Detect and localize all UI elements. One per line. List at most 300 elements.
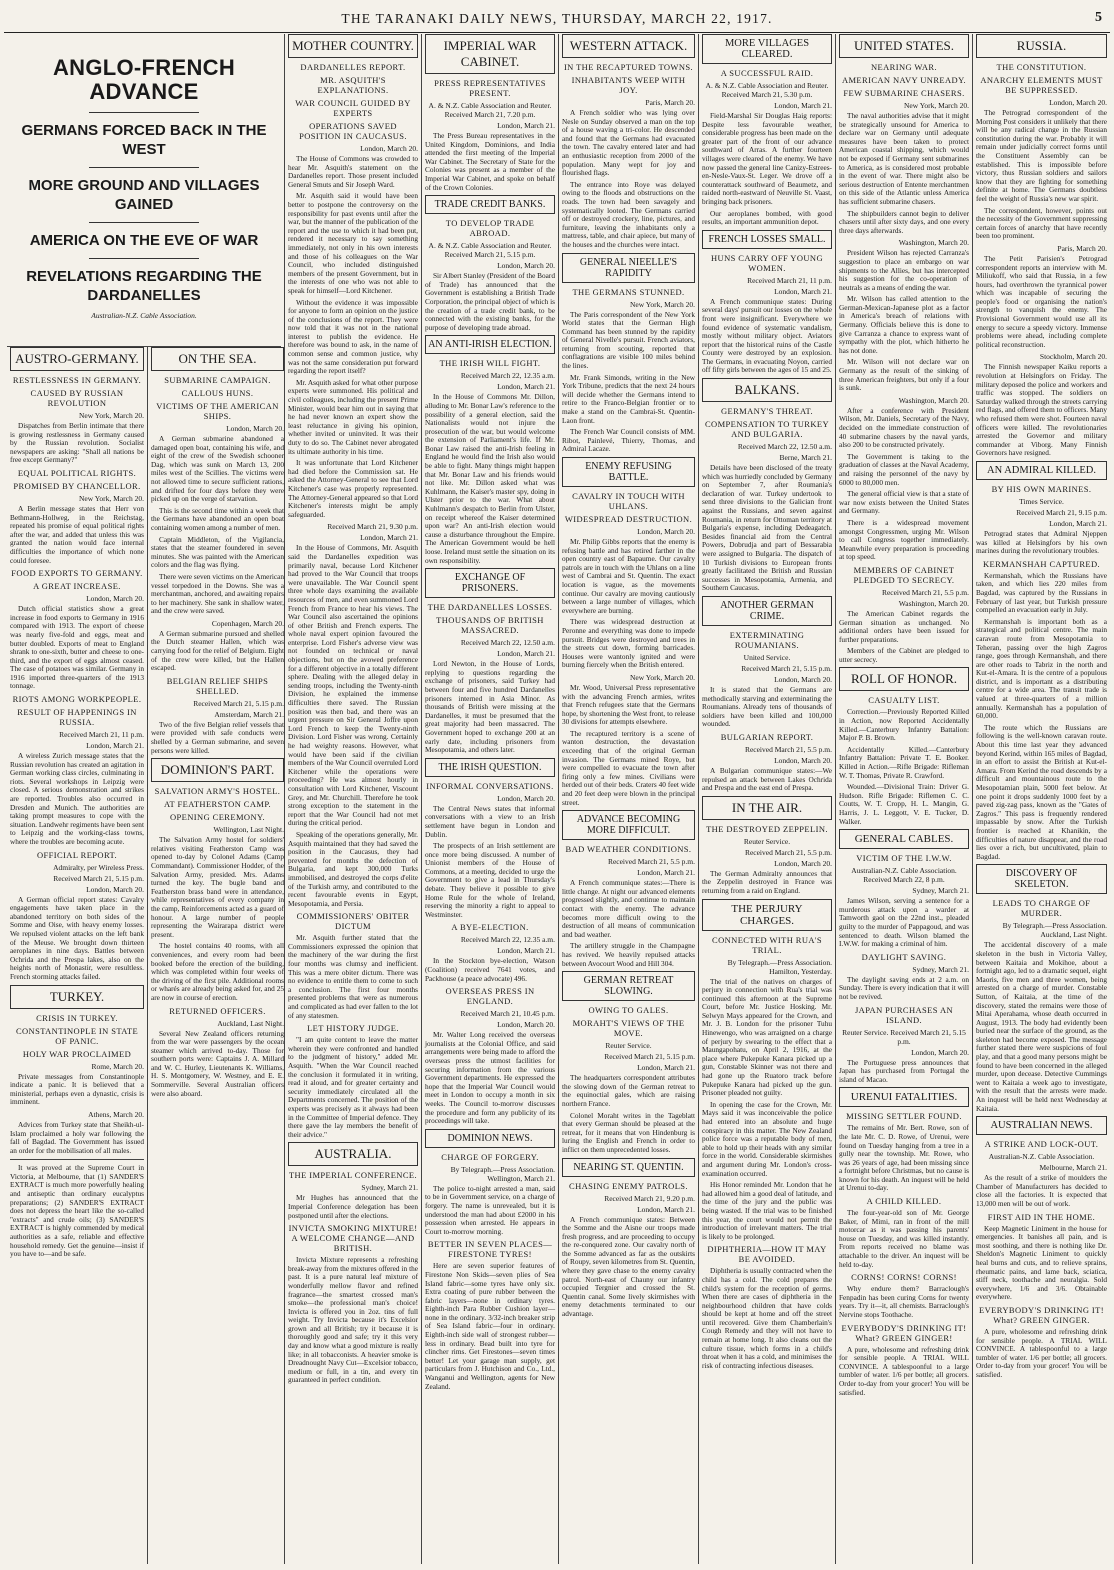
column-imperial-war-cabinet bbox=[421, 34, 558, 1564]
paragraph: The artillery struggle in the Champagne has revived. We heavily repulsed attacks between Avocourt Wood and Hill 304. bbox=[562, 941, 695, 968]
subheadline: CALLOUS HUNS. bbox=[181, 388, 254, 398]
headline: AN ADMIRAL KILLED. bbox=[976, 461, 1107, 480]
headline: RETURNED OFFICERS. bbox=[169, 1005, 266, 1016]
headline: DARDANELLES REPORT. bbox=[300, 62, 406, 72]
dateline: Received March 22, 12.50 a.m. bbox=[737, 442, 832, 452]
dateline: Received March 21, 9.20 p.m. bbox=[604, 1193, 695, 1203]
dateline: By Telegraph.—Press Association. Auckland, Last Night. bbox=[1002, 921, 1107, 940]
dateline: A. & N.Z. Cable Association and Reuter. Received March 21, 5.30 p.m. bbox=[705, 81, 829, 99]
section-austro-germany: AUSTRO-GERMANY. bbox=[10, 347, 144, 371]
dateline: London, March 20. bbox=[86, 884, 144, 894]
headline: EQUAL POLITICAL RIGHTS. bbox=[17, 467, 137, 478]
dateline: London, March 20. bbox=[774, 858, 832, 868]
paragraph: The recaptured territory is a scene of wanton destruction, the devastation exceeding that of the original German invasion. The Germans mined Roye, but were compelled to evacuate the town after firing only a few mines. Civilians were herded out of their beds. Craters 40 feet wide and 20 feet deep were blown in the principal street. bbox=[562, 728, 695, 807]
headline: OVERSEAS PRESS IN ENGLAND. bbox=[445, 986, 535, 1007]
section-mother-country: MOTHER COUNTRY. bbox=[288, 34, 418, 58]
paragraph: The daylight saving ends at 2 a.m. on Sunday. There is every indication that it will not be revived. bbox=[839, 974, 969, 1001]
headline: RIOTS AMONG WORKPEOPLE. bbox=[12, 694, 142, 705]
dateline: Melbourne, March 21. bbox=[1039, 1163, 1107, 1173]
paragraph: Details have been disclosed of the treaty which was hurriedly concluded by Germany on September 7, after Roumania's declaration of war. Turkey undertook to send three divisions to the Galician front against the Russians, and seven against Roumania, in return for Ottoman territory at Bulgaria's expense, including Dedeagatch. Besides financial aid from the Central Powers, Dobrudja and part of Bessarabia were assigned to Bulgaria. The dispatch of 10 Turkish divisions to European fronts greatly facilitated the British and Russian successes in Mesopotamia, Armenia, and Southern Caucasus. bbox=[702, 463, 832, 593]
dateline: Received March 21, 5.5 p.m. bbox=[881, 587, 969, 597]
paragraph: Mr. Philip Gibbs reports that the enemy is refusing battle and has retired farther in the open country east of Bapaume. Our cavalry patrols are in touch with the Uhlans on a line west of Cambrai and St. Quentin. The exact location is vague, as the movements continue. Our cavalry are moving cautiously between a large number of villages, which everywhere are burning. bbox=[562, 537, 695, 615]
dateline: United Service. bbox=[743, 652, 791, 662]
dateline: London, March 21. bbox=[497, 382, 555, 392]
headline: BULGARIAN REPORT. bbox=[720, 731, 814, 742]
headline: A CHILD KILLED. bbox=[866, 1196, 942, 1207]
paragraph: Sir Albert Stanley (President of the Board of Trade) has announced that the Government is establishing a British Trade Corporation, the principal object of which is the creation of a trade credit bank, to be connected with the existing banks, for the purpose of developing trade abroad. bbox=[425, 271, 555, 332]
subheadline: EXTERMINATING ROUMANIANS. bbox=[729, 629, 805, 650]
paragraph: The Paris correspondent of the New York World states that the German High Command has been stunned by the rapidity of General Nivelle's pursuit. French aviators, returning from scouting, reported that conflagrations are visible 100 miles behind the lines. bbox=[562, 309, 695, 371]
advertisement-sanders-extract: It was proved at the Supreme Court in Victoria, at Melbourne, that (1) SANDER'S EXTRACT is much more powerfully healing and antiseptic than ordinary eucalyptus preparations; (2) SANDER'S EXTRACT does not depress the heart like the so-called "extracts" and crude oils; (3) SANDER'S EXTRACT is highly commended by medical authorities as a safe, reliable and effective household remedy. Get the genuine—insist if you have to—and be safe. bbox=[10, 1163, 144, 1259]
dateline: New York, March 20. bbox=[630, 672, 695, 682]
dateline: Received March 21, 11 p.m. bbox=[59, 730, 144, 740]
masthead bbox=[4, 6, 1110, 33]
headline: CASUALTY LIST. bbox=[868, 695, 940, 706]
headline: LEADS TO CHARGE OF MURDER. bbox=[992, 898, 1091, 919]
headline: SUBMARINE CAMPAIGN. bbox=[164, 375, 271, 385]
headline: THE CONSTITUTION. bbox=[996, 62, 1087, 72]
subheadline: CHARGE OF FORGERY. bbox=[441, 1151, 539, 1162]
paragraph: Mr. Wilson will not declare war on Germany as the result of the sinking of three American freighters, but only if a four is sunk. bbox=[839, 357, 969, 393]
paragraph: In opening the case for the Crown, Mr. Mays said it was inconceivable the police had entered into an absolute and huge conspiracy in this matter. The New Zealand police force was a reputable body of men, able to hold up their heads with any similar force in the world. Considerable skirmishes and argument during Mr. London's cross-examination occurred. bbox=[702, 1099, 832, 1178]
headline: GERMANY'S THREAT. bbox=[720, 406, 814, 417]
headline: KERMANSHAH CAPTURED. bbox=[982, 558, 1101, 569]
paragraph: Advices from Turkey state that Sheikh-ul-Islam proclaimed a holy war following the fall of Bagdad. The Government has issued an order for the mobilisation of all males. bbox=[10, 1119, 144, 1155]
advertisement-invicta: Invicta Mixture represents a refreshing break-away from the mixtures offered in the past. It is a pure natural leaf mixture of wonderfully mellow flavor and refined fragrance—the smartest crossed man's smoke—the professional man's choice! Invicta is offered you in 2oz. tins of full weight. Try Invicta because it's Excelsior grown and all British; try it because it is thoroughly good and safe; try it this very day and know what a good mixture is really like; in all tobacconists. A heavier smoke is Dreadnought Navy Cut—Excelsior tobacco, medium or full, in a tin, and every tin guaranteed in perfect condition. bbox=[288, 1255, 418, 1385]
dateline: By Telegraph.—Press Association. Wellington, March 21. bbox=[450, 1164, 555, 1183]
paragraph: Colonel Moraht writes in the Tageblatt that every German should be pleased at the retreat, for it means that von Hindenburg is luring the English and French in order to inflict on them unprecedented losses. bbox=[562, 1110, 695, 1154]
paragraph: Our aeroplanes bombed, with good results, an important ammunition depot. bbox=[702, 208, 832, 227]
paragraph: Captain Middleton, of the Vigilancia, states that the steamer foundered in seven minutes. She was painted with the American colors and the flag was flying. bbox=[151, 534, 284, 570]
advertisement-headline: INVICTA SMOKING MIXTURE! A WELCOME CHANGE—AND BRITISH. bbox=[288, 1223, 418, 1254]
subheadline: HOLY WAR PROCLAIMED bbox=[22, 1048, 132, 1059]
advertisement-diphtheria: Diphtheria is usually contracted when the child has a cold. The cold prepares the child's system for the reception of germs. When there are cases of diphtheria in the neighbourhood children that have colds should be kept at home and off the street until recovered. Give them Chamberlain's Cough Remedy and they will not have to remain at home long. It also cleans out the culture tissue, which forms in a child's throat when it has a cold, and minimises the risk of contracting infectious diseases. bbox=[702, 1266, 832, 1370]
lead-columns bbox=[4, 34, 284, 1564]
dateline: London, March 21. bbox=[86, 741, 144, 751]
headline: TRADE CREDIT BANKS. bbox=[425, 195, 555, 214]
subheadline: INHABITANTS WEEP WITH JOY. bbox=[571, 75, 686, 95]
paragraph: The headquarters correspondent attributes the slowing down of the German retreat to the equinoctial gales, which are raising northern France. bbox=[562, 1073, 695, 1108]
paragraph: There was widespread destruction at Peronne and everything was done to impede pursuit. Bridges were destroyed and trees in the streets cut down, forming barricades. Houses were wantonly ignited and were burning fiercely when the British entered. bbox=[562, 617, 695, 670]
paragraph: The police to-night arrested a man, said to be in Government service, on a charge of forgery. The name is unrevealed, but it is understood the man had about £2000 in his possession when arrested. He appears in Court to-morrow morning. bbox=[425, 1183, 555, 1236]
paragraph: Kermanshah, which the Russians have taken, and which lies 220 miles from Bagdad, was captured by the Russians in February of last year, but Turkish pressure compelled an evacuation early in July. bbox=[976, 570, 1107, 615]
subheadline: BY HIS OWN MARINES. bbox=[991, 483, 1092, 494]
headline: FRENCH LOSSES SMALL. bbox=[702, 230, 832, 249]
paragraph: Wounded.—Divisional Train: Driver G. Hudson. Rifle Brigade: Riflemen C. C. Coutts, W. T. Cropp, H. L. Mangin, G. Harris, J. L. Leggott, V. E. Tucker, D. Walker. bbox=[839, 782, 969, 826]
subheadline: MR. ASQUITH'S EXPLANATIONS. bbox=[317, 75, 389, 95]
section-western-attack: WESTERN ATTACK. bbox=[562, 34, 695, 58]
advertisement-magnetic-liniment: Keep Magnetic Liniment in the house for emergencies. It banishes all pain, and is most soothing, and there is nothing like Dr. Sheldon's Magnetic Liniment to quickly heal burns and cuts, and to relieve sprains, rheumatic pains, and lame back, sciatica, stiff neck, toothache and neuralgia. Sold everywhere, 1/6 and 3/6. Obtainable everywhere. bbox=[976, 1223, 1107, 1302]
dateline: Sydney, March 21. bbox=[912, 886, 969, 896]
subheadline: MORAHT'S VIEWS OF THE MOVE. bbox=[572, 1018, 685, 1039]
headline: FOOD EXPORTS TO GERMANY. bbox=[11, 568, 143, 579]
headline: EXCHANGE OF PRISONERS. bbox=[425, 568, 555, 598]
paragraph: A French communique states:—There is little change. At night our advanced elements progressed slightly, and continue to maintain contact with the enemy. The advance becomes more difficult owing to the destruction of all means of communication and bad weather. bbox=[562, 878, 695, 939]
paragraph: A French communique states: During several days' pursuit our losses on the whole front were insignificant. Everywhere we found evidence of systematic vandalism, mostly without military object. Aviators report that the historical ruins of the Castle County were destroyed by an explosion. The Germans, in evacuating Noyon, carried off fifty girls between the ages of 15 and 25. bbox=[702, 296, 832, 375]
dateline: London, March 21. bbox=[637, 1204, 695, 1214]
headline: MISSING SETTLER FOUND. bbox=[846, 1111, 962, 1122]
paragraph: In the Stockton bye-election, Watson (Coalition) received 7641 votes, and Packhouse (a peace advocate) 496. bbox=[425, 956, 555, 983]
dateline: New York, March 20. bbox=[904, 101, 969, 110]
dateline: Sydney, March 21. bbox=[912, 964, 969, 974]
subheadline: THE DARDANELLES LOSSES. bbox=[427, 602, 553, 613]
subheadline: VICTIMS OF THE AMERICAN SHIPS. bbox=[156, 401, 279, 421]
paragraph: The House of Commons was crowded to hear Mr. Asquith's statement on the Dardanelles report. Those present included General Smuts and Sir Joseph Ward. bbox=[288, 154, 418, 189]
dateline: Reuter Service. Received March 21, 5.15 p.m. bbox=[842, 1027, 966, 1046]
dateline: Reuter Service. bbox=[605, 1041, 652, 1051]
paragraph: The shipbuilders cannot begin to deliver chasers until after sixty days, and one every three days afterwards. bbox=[839, 208, 969, 235]
advertisement-green-ginger: A pure, wholesome and refreshing drink for sensible people. A TRIAL WILL CONVINCE. A tablespoonful to a large tumbler of water. 1/6 per bottle; all grocers. Order to-day from your grocer! You will be satisfied. bbox=[839, 1344, 969, 1397]
headline: BELGIAN RELIEF SHIPS SHELLED. bbox=[166, 675, 269, 696]
dateline: Received March 22, 12.50 a.m. bbox=[460, 638, 555, 648]
subheadline: RESULT OF HAPPENINGS IN RUSSIA. bbox=[17, 707, 137, 728]
paragraph: The prospects of an Irish settlement are once more being discussed. A number of Unionist members of the House of Commons, at a meeting, decided to urge the Government to give a lead in Thursday's debate. They believe it possible to give Home Rule for the whole of Ireland, reserving the minority a right to appeal to Westminster. bbox=[425, 841, 555, 919]
subheadline: BAD WEATHER CONDITIONS. bbox=[565, 844, 692, 855]
paragraph: After a conference with President Wilson, Mr. Daniels, Secretary of the Navy, decided on the immediate construction of 40 submarine chasers by the naval yards, also 200 to be constructed privately. bbox=[839, 405, 969, 450]
advertisement-green-ginger: A pure, wholesome and refreshing drink for sensible people. A TRIAL WILL CONVINCE. A tablespoonful to a large tumbler of water. 1/6 per bottle; all grocers. Order to-day from your grocer! You will be satisfied. bbox=[976, 1326, 1107, 1379]
column-more-villages bbox=[698, 34, 835, 1564]
paragraph: Mr. Asquith further stated that the Commissioners expressed the opinion that the machinery of the war during the first four months was clumsy and inefficient. This was a mere obiter dictum. There was no evidence to entitle them to come to such a conclusion. The first four months presented problems that were as numerous and complicated as had ever fallen to the lot of any statesmen. bbox=[288, 933, 418, 1020]
paragraph: The route which the Russians are following is the well-known caravan route. About this time last year they advanced beyond Kerind, within 165 miles of Bagdad, in an effort to assist the British at Kut-el-Amara. From Kerind the road descends by a difficult and mountainous route to the Mesopotamian plain, 5000 feet below. At one point it drops suddenly 1000 feet by a paved zig-zag pass, known as the "Gates of Zagros." This pass is frequently rendered impassable by snow. After the Turkish frontier is reached at Khanikin, the difficulties of nature disappear, and the road lies over a rich, but uncultivated, plain to Bagdad. bbox=[976, 722, 1107, 861]
headline: THE DESTROYED ZEPPELIN. bbox=[706, 823, 828, 834]
dateline: Washington, March 20. bbox=[898, 238, 969, 248]
dateline: Reuter Service. bbox=[743, 836, 791, 846]
headline: AN ANTI-IRISH ELECTION. bbox=[425, 335, 555, 354]
paragraph: A Berlin message states that Herr von Bethmann-Hollweg, in the Reichstag, repeated his promise of equal political rights after the war, and added that unless this was granted the nation would face internal difficulties the importance of which none could foresee. bbox=[10, 503, 144, 565]
subheadline: AT FEATHERSTON CAMP. bbox=[163, 799, 272, 810]
dateline: Auckland, Last Night. bbox=[217, 1018, 284, 1028]
paragraph: Mr. Walter Long received the overseas journalists at the Colonial Office, and said arrangements were being made to afford the overseas press the utmost facilities for securing information from the various Government departments. He expressed the hope that the Imperial War Council would meet in London to occupy a month in six weeks. The Council to-morrow discusses the procedure and form any publicity of its proceedings will take. bbox=[425, 1030, 555, 1126]
column-austro-germany bbox=[7, 347, 147, 1564]
dateline: Australian-N.Z. Cable Association. bbox=[988, 1152, 1095, 1162]
subheadline: FEW SUBMARINE CHASERS. bbox=[843, 88, 965, 98]
paragraph: The general official view is that a state of war now exists between the United States and Germany. bbox=[839, 489, 969, 516]
subheadline: CAUSED BY RUSSIAN REVOLUTION bbox=[30, 388, 124, 408]
dateline: Paris, March 20. bbox=[645, 98, 695, 107]
dateline: London, March 20. bbox=[497, 793, 555, 803]
paragraph: Petrograd states that Admiral Njeppen was killed at Helsingfors by his own marines during the revolutionary troubles. bbox=[976, 528, 1107, 556]
paragraph: There were seven victims on the American vessel torpedoed in the Downs. She was a merchantman, anchored, and awaiting repairs to her machinery. She sank in shallow water, and the crew were saved. bbox=[151, 571, 284, 616]
dateline: Australian-N.Z. Cable Association. Received March 22, 8 p.m. bbox=[851, 866, 957, 885]
dateline: London, March 21. bbox=[497, 121, 555, 130]
paragraph: Mr. Asquith said it would have been better to postpone the controversy on the responsibility for past events until after the war, but the manner of the publication of the report and the use to which it had been put, rendered it necessary to say something immediately, not only in his own interests and those of his colleagues on the War Council, who included distinguished members of the present Government, but in the interests of one who was not able to speak for himself—Lord Kitchener. bbox=[288, 191, 418, 295]
dateline: Received March 21, 5.5 p.m. bbox=[607, 857, 695, 867]
headline: A STRIKE AND LOCK-OUT. bbox=[984, 1139, 1099, 1150]
paragraph: A German official report states: Cavalry engagements have taken place in the abandoned territory on both sides of the Somme and Oise, with heavy enemy losses. We repulsed violent attacks on the left bank of the Meuse. We brought down thirteen aeroplanes in nine days. Battles between Ochrida and the Prespa lakes, also on the heights north of Monastir, were resultless. French storming attacks failed. bbox=[10, 894, 144, 981]
paragraph: Dispatches from Berlin intimate that there is growing restlessness in Germany caused by the Russian revolution. Socialist newspapers are asking: "Shall all nations be free except Germany?" bbox=[10, 421, 144, 465]
section-russia: RUSSIA. bbox=[976, 34, 1107, 58]
subheadline: WIDESPREAD DESTRUCTION. bbox=[564, 514, 693, 524]
dateline: Paris, March 20. bbox=[1057, 243, 1107, 253]
advertisement-headline: DIPHTHERIA—HOW IT MAY BE AVOIDED. bbox=[707, 1244, 827, 1265]
dateline: Copenhagen, March 20. bbox=[211, 618, 284, 628]
paragraph: Mr. Asquith asked for what other purpose experts were summoned. His political and civil colleagues, including the present Prime Minister, would bear him out in saying that he had never known an expert show the least reluctance in giving his opinion, whether invited or uninvited. It was their duty to do so. The Cabinet never abrogated its ultimate authority in his time. bbox=[288, 377, 418, 456]
headline: NEARING WAR. bbox=[870, 62, 938, 72]
column-western-attack bbox=[558, 34, 698, 1564]
subheadline: A GREAT INCREASE. bbox=[33, 581, 121, 592]
paragraph: A French soldier who was lying over Nesle on Sunday observed a man on the top of a house waving a tri-color. He descended and found that the Germans had evacuated the town. The cavalry entered later and had an enthusiastic reception from 2000 of the population. Many wept for joy and flourished flags. bbox=[562, 108, 695, 178]
paragraph: Accidentally Killed.—Canterbury Infantry Battalion: Private T. E. Booker. Killed in Action.—Rifle Brigade: Rifleman W. T. Thomas, Private R. Crawford. bbox=[839, 744, 969, 780]
headline: THE IRISH QUESTION. bbox=[425, 758, 555, 777]
advertisement-headline: EVERYBODY'S DRINKING IT! What? GREEN GINGER! bbox=[841, 1322, 967, 1343]
column-on-the-sea bbox=[147, 347, 284, 1564]
headline: A BYE-ELECTION. bbox=[451, 922, 529, 933]
subheadline: PRESS REPRESENTATIVES PRESENT. bbox=[434, 78, 546, 98]
dateline: London, March 21. bbox=[774, 286, 832, 296]
paragraph: Mr Hughes has announced that the Imperial Conference delegation has been postponed until after the elections. bbox=[288, 1193, 418, 1220]
dateline: Received March 21, 5.15 p.m. bbox=[604, 1052, 695, 1062]
paragraph: A French communique states: Between the Somme and the Aisne our troops made fresh progress, and are proceeding to occupy the re-conquered zone. Our cavalry north of the Somme advanced as far as the outskirts of Roupy, seven kilometres from St. Quentin, where they gave chase to the enemy cavalry patrol. North-east of Chauny our infantry occupied Tergnier and crossed the St. Quentin canal. Some lively skirmishes with enemy detachments terminated to our advantage. bbox=[562, 1214, 695, 1319]
subheadline: INFORMAL CONVERSATIONS. bbox=[426, 780, 554, 791]
dateline: London, March 21. bbox=[637, 868, 695, 878]
paragraph: The Petit Parisien's Petrograd correspondent reports an interview with M. Miliukoff, who said that Russia, in a few hours, had overthrown the tyrannical power which was incapable of securing the people's food or organising the nation's strength to vanquish the enemy. The Provisional Government would use all its energy to secure a speedy victory. Immense problems were ahead, including complete political reconstruction. bbox=[976, 253, 1107, 349]
paragraph: The naval authorities advise that it might be strategically unsound for America to declare war on Germany until adequate measures have been taken to protect American coastal shipping, which would not be exposed if Germany sent submarines to America, as is considered most probable in the event of war. There might also be serious destruction of Entente merchantmen on this side of the Atlantic unless America has sufficient submarine chasers. bbox=[839, 111, 969, 206]
dateline: Received March 21, 9.30 p.m. bbox=[327, 522, 418, 532]
section-imperial-war-cabinet: IMPERIAL WAR CABINET. bbox=[425, 34, 555, 74]
paragraph: Two of the five Belgian relief vessels that were provided with safe conducts were shelled by a German submarine, and seven persons were killed. bbox=[151, 719, 284, 755]
dateline: London, March 21. bbox=[360, 533, 418, 543]
headline-dardanelles-revelations: REVELATIONS REGARDING THE DARDANELLES bbox=[26, 268, 262, 304]
paragraph: The Portuguese press announces that Japan has purchased from Portugal the island of Macao. bbox=[839, 1057, 969, 1084]
paragraph: The Government is taking to the graduation of classes at the Naval Academy, and raising the personnel of the navy by 6000 to 80,000 men. bbox=[839, 451, 969, 487]
headline: CONNECTED WITH RUA'S TRIAL. bbox=[712, 934, 822, 955]
paragraph: Members of the Cabinet are pledged to utter secrecy. bbox=[839, 646, 969, 664]
dateline: Received March 22, 12.35 a.m. bbox=[460, 371, 555, 381]
headline-more-ground: MORE GROUND AND VILLAGES GAINED bbox=[28, 177, 260, 213]
dateline: Received March 21, 10.45 p.m. bbox=[460, 1009, 555, 1019]
section-roll-of-honor: ROLL OF HONOR. bbox=[839, 667, 969, 691]
subheadline: THOUSANDS OF BRITISH MASSACRED. bbox=[436, 615, 544, 636]
subheadline: CHASING ENEMY PATROLS. bbox=[569, 1180, 688, 1191]
dateline: Washington, March 20. bbox=[898, 598, 969, 608]
headline: GERMAN RETREAT SLOWING. bbox=[562, 971, 695, 1001]
section-in-the-air: IN THE AIR. bbox=[702, 796, 832, 820]
paragraph: Field-Marshal Sir Douglas Haig reports: Despite less favourable weather, considerable progress has been made on the greater part of the front of our advance southward of Arras. A further fourteen villages were cleared of the enemy. We have now passed the general line Canizy-Estrees-en-Nesle-Vaux-St. Leger. We drove off a counterattack southward of Beaumetz, and raided north-eastward of Neuville St. Vaast, bringing back prisoners. bbox=[702, 111, 832, 206]
advertisement-headline: EVERYBODY'S DRINKING IT! What? GREEN GINGER. bbox=[979, 1304, 1104, 1325]
subheadline: THE IRISH WILL FIGHT. bbox=[439, 358, 541, 369]
dateline: London, March 21. bbox=[497, 946, 555, 956]
section-turkey: TURKEY. bbox=[10, 985, 144, 1009]
paragraph: In the House of Commons, Mr. Asquith said the Dardanelles expedition was primarily naval, because Lord Kitchener had proved to the War Council that troops were unavailable. The War Council spent three whole days examining the available resources of men, and even summoned Lord French from France to hear his views. The War Council also ascertained the opinions of other British and French experts. The whole naval expert opinion favoured the enterprise. Lord Fisher's adverse view was not founded on technical or naval objections, but on the avowed preference for a different objective in a totally different sphere. Dealing with the alleged delay in sending troops, including the Twenty-ninth Division, he explained the immense difficulties there saved. The Russian position was then bad, and there was an urgent pressure on Sir General Joffre upon Lord French to keep the Twenty-ninth Division. Lord Fisher was wrong. Certainly he had weighty reasons. However, what would have been said if the civilian members of the War Council overruled Lord Kitchener while the operations were proceeding? He was almost hourly in consultation with Lord Kitchener, Viscount Grey, and Mr. Churchill. Therefore he took strong exception to the statement in the report that the War Council had not met during the critical period. bbox=[288, 543, 418, 828]
headline: DAYLIGHT SAVING. bbox=[861, 951, 947, 962]
dateline: London, March 20. bbox=[637, 527, 695, 536]
dateline: By Telegraph.—Press Association. Hamilton, Yesterday. bbox=[727, 957, 832, 976]
dateline: Received March 21, 5.5 p.m. bbox=[744, 744, 832, 754]
paragraph: Correction.—Previously Reported Killed in Action, now Reported Accidentally Killed.—Canterbury Infantry Battalion: Major P. B. Brown. bbox=[839, 707, 969, 743]
paragraph: A Bulgarian communique states:—We repulsed an attack between Lakes Ochrida and Prespa and the east end of Prespa. bbox=[702, 765, 832, 793]
paragraph: The Central News states that informal conversations with a view to an Irish settlement have begun in London and Dublin. bbox=[425, 803, 555, 839]
dateline: London, March 20. bbox=[86, 594, 144, 604]
paragraph: A wireless Zurich message states that the Russian revolution has created an agitation in German working class circles, culminating in riots. Several workshops in Leipzig were closed. A serious demonstration and strikes are reported. Troubles also occurred in Dresden and Munich. The authorities are taking prompt measures to cope with the situation. Landwehr regiments have been sent to Leipzig and the working-class towns, where the troubles are becoming acute. bbox=[10, 751, 144, 846]
subheadline: OPENING CEREMONY. bbox=[170, 812, 265, 823]
dateline: London, March 20. bbox=[911, 1047, 969, 1057]
section-australian-news: AUSTRALIAN NEWS. bbox=[976, 1116, 1107, 1135]
headline: CRISIS IN TURKEY. bbox=[36, 1012, 118, 1023]
dateline: London, March 20. bbox=[497, 261, 555, 271]
section-on-the-sea: ON THE SEA. bbox=[151, 347, 284, 371]
column-united-states bbox=[835, 34, 972, 1564]
headline-america-eve-of-war: AMERICA ON THE EVE OF WAR bbox=[29, 232, 259, 249]
paragraph: A German submarine pursued and shelled the Dutch steamer Hallen, which was carrying food for the relief of Belgium. Eight of the crew were killed, but the Hallen escaped. bbox=[151, 628, 284, 673]
dateline: London, March 20. bbox=[1049, 98, 1107, 107]
paragraph: Speaking of the operations generally, Mr. Asquith maintained that they had saved the position in the Caucasus, they had prevented for months the defection of Bulgaria, and kept 300,000 Turks immobilised, and destroyed the corps d'elite of the Turkish army, and contributed to the recent favourable events in Egypt, Mesopotamia, and Persia. bbox=[288, 829, 418, 908]
paragraph: Mr. Wood, Universal Press representative with the advancing French armies, writes that French refugees state that the Germans hope, by shortening the West front, to release 30 divisions for attempts elsewhere. bbox=[562, 682, 695, 727]
paragraph: Several New Zealand officers returning from the war were passengers by the ocean steamer which arrived to-day. Those for southern ports were: Captains J. A. Millard and W. C. Hurley, Lieutenants K. Williams, H. S. Montgomery, W. Westney, and E. E. Sommerville. Several Australian officers were also aboard. bbox=[151, 1028, 284, 1098]
dateline: London, March 20. bbox=[774, 755, 832, 765]
dateline: Admiralty, per Wireless Press. bbox=[53, 862, 144, 872]
headline: SALVATION ARMY'S HOSTEL. bbox=[154, 786, 281, 797]
headline: THE IMPERIAL CONFERENCE. bbox=[288, 1170, 418, 1181]
advertisement-headline: FIRST AID IN THE HOME. bbox=[987, 1211, 1096, 1222]
section-discovery-of-skeleton: DISCOVERY OF SKELETON. bbox=[976, 864, 1107, 894]
dateline: Times Service. bbox=[1019, 496, 1064, 506]
headline: LET HISTORY JUDGE. bbox=[307, 1023, 399, 1034]
paragraph: Mr. Frank Simonds, writing in the New York Tribune, predicts that the next 24 hours will decide whether the Germans intend to retire to the Franco-Belgian frontier or to make a stand on the Cambrai-St. Quentin-Laon front. bbox=[562, 372, 695, 425]
headline: JAPAN PURCHASES AN ISLAND. bbox=[854, 1004, 954, 1025]
section-more-villages-cleared: MORE VILLAGES CLEARED. bbox=[702, 34, 832, 64]
paragraph: There is a widespread movement amongst Congressmen, urging Mr. Wilson to call Congress together immediately. Meanwhile every preparation is proceeding at top speed. bbox=[839, 517, 969, 562]
headline: ANOTHER GERMAN CRIME. bbox=[702, 596, 832, 626]
dateline: London, March 21. bbox=[774, 101, 832, 110]
paragraph: Kermanshah is important both as a strategical and political centre. The main caravan route from Mesopotamia to Teheran, passing over the high Zagros range, goes through Kermanshah, and there are other roads to Tabriz in the north and Kut-el-Amara. It is the centre of a populous district, and is important as a distributing centre for a wide area. The transit trade is valued at three-quarters of a million annually. Kermanshah has a population of 60,000. bbox=[976, 616, 1107, 721]
dateline: A. & N.Z. Cable Association and Reuter. Received March 21, 5.15 p.m. bbox=[428, 241, 552, 260]
subheadline: CAVALRY IN TOUCH WITH UHLANS. bbox=[572, 491, 685, 511]
paragraph: It was unfortunate that Lord Kitchener had died before the Commission sat. He asked the Attorney-General to see that Lord Kitchener's case was properly represented. The Attorney-General appeared so that Lord Kitchener's interests might be amply safeguarded. bbox=[288, 458, 418, 519]
section-dominion-news: DOMINION NEWS. bbox=[425, 1129, 555, 1148]
paragraph: Lord Newton, in the House of Lords, replying to questions regarding the exchange of prisoners, said Turkey had between four and five hundred Dardanelles prisoners interned in Asia Minor. As thousands of British were missing at the Dardanelles, it must be presumed that the great majority had been massacred. The Government hoped to exchange 200 at an early date, including prisoners from Mesopotamia, and others later. bbox=[425, 659, 555, 755]
paragraph: The German Admiralty announces that the Zeppelin destroyed in France was returning from a raid on England. bbox=[702, 868, 832, 895]
column-russia bbox=[972, 34, 1110, 1564]
subheadline: PROMISED BY CHANCELLOR. bbox=[13, 480, 141, 491]
dateline: Received March 21, 5.15 p.m. bbox=[741, 663, 832, 673]
dateline: London, March 21. bbox=[637, 1063, 695, 1073]
section-perjury-charges: THE PERJURY CHARGES. bbox=[702, 899, 832, 931]
paragraph: The Finnish newspaper Kaiku reports a revolution at Helsingfors on Friday. The military deposed the police and workers and traffic was stopped. The soldiers on Saturday walked through the streets carrying red flags, and offered them to officers. Many who refused them were shot. Fourteen naval officers were killed. The revolutionaries arrested the Governor and military commander at Viborg. Many Finnish Governors have resigned. bbox=[976, 362, 1107, 458]
dateline: London, March 21. bbox=[1049, 518, 1107, 528]
paragraph: Mr. Wilson has called attention to the German-Mexican-Japanese plot as a factor in America's breach of relations with Germany. Officials believe this is done to give Carranza a chance to express want of sympathy with the plot, which hitherto he has not done. bbox=[839, 294, 969, 355]
dateline: New York, March 20. bbox=[79, 411, 144, 420]
section-dominions-part: DOMINION'S PART. bbox=[151, 758, 284, 782]
paragraph: As the result of a strike of moulders the Chamber of Manufacturers has decided to close all the factories. It is expected that 13,000 men will be out of work. bbox=[976, 1173, 1107, 1208]
page-number: 5 bbox=[1095, 10, 1102, 25]
headline: ADVANCE BECOMING MORE DIFFICULT. bbox=[562, 810, 695, 840]
dateline: Rome, March 20. bbox=[91, 1061, 144, 1071]
paragraph: The American Cabinet regards the German situation as unchanged. No additional orders have been issued for further preparations. bbox=[839, 608, 969, 644]
dateline: Received March 21, 5.5 p.m. bbox=[744, 847, 832, 857]
headline: RESTLESSNESS IN GERMANY. bbox=[12, 375, 142, 385]
paragraph: The accidental discovery of a male skeleton in the bush in Victoria Valley, between Kaitaia and Mokihoe, about a fortnight ago, led to a dramatic sequel, eight Maoris, five men and three women, being arrested on a charge of murder. Constable Sutton, of Kaitaia, at the time of the discovery, stated the remains were those of Mitai Aperahama, whose death occurred in August, 1913. The body had evidently been buried near the surface of the ground, as the skeleton had become exposed. The message further stated there were suspicions of foul play, and that a good many persons might be found to have been concerned in the alleged murder, upon decease. Detective Cummings went to Kaitaia a week ago to investigate, with the result that the arrests were made. An inquest will be held next Wednesday at Kaitaia. bbox=[976, 940, 1107, 1113]
dateline: Washington, March 20. bbox=[898, 395, 969, 405]
paragraph: The correspondent, however, points out the necessity of the Government suppressing certain forces of anarchy that have recently been too prominent. bbox=[976, 205, 1107, 241]
dateline: Received March 21, 5.15 p.m. bbox=[53, 873, 144, 883]
paragraph: The entrance into Roye was delayed owing to the floods and obstructions on the roads. The town had been savagely and systematically looted. The Germans carried off or destroyed crockery, line, pictures, and furniture, leaving the inhabitants only a mattress, table, and chair apiece, but many of the houses and the churches were intact. bbox=[562, 179, 695, 249]
headline: IN THE RECAPTURED TOWNS. bbox=[563, 62, 694, 72]
lead-credit: Australian-N.Z. Cable Association. bbox=[91, 311, 197, 320]
lead-headlines bbox=[7, 56, 281, 346]
headline: NEARING ST. QUENTIN. bbox=[562, 1158, 695, 1177]
subheadline: TO DEVELOP TRADE ABROAD. bbox=[445, 218, 535, 239]
subheadline: THE GERMANS STUNNED. bbox=[572, 286, 685, 297]
dateline: A. & N.Z. Cable Association and Reuter. Received March 21, 7.20 p.m. bbox=[428, 101, 552, 119]
subheadline: CONSTANTINOPLE IN STATE OF PANIC. bbox=[15, 1025, 139, 1046]
subheadline: AMERICAN NAVY UNREADY. bbox=[841, 75, 967, 85]
dateline: London, March 20. bbox=[774, 674, 832, 684]
dateline: Wellington, Last Night. bbox=[213, 825, 284, 835]
headline: OFFICIAL REPORT. bbox=[36, 849, 118, 860]
dateline: Received March 21, 11 p.m. bbox=[747, 275, 832, 285]
paragraph: It is stated that the Germans are methodically starving and exterminating the Roumanians. Already tens of thousands of soldiers have been killed and 100,000 wounded. bbox=[702, 684, 832, 729]
dateline: Received March 21, 5.15 p.m. bbox=[193, 698, 284, 708]
dateline: London, March 20. bbox=[360, 144, 418, 153]
columns bbox=[4, 34, 1110, 1564]
subheadline: OWING TO GALES. bbox=[588, 1005, 669, 1016]
advertisement-firestone: Here are seven superior features of Firestone Non Skids—seven plies of Sea Island fabric—some tyres have only six. Extra coating of pure rubber between the fabric layers—none in ordinary tyres. Eighth-inch Para Rubber Cushion layer—none in the ordinary. 3/32-inch breaker strip of Sea Island fabric—four in ordinary. Eighth-inch side wall of strongest rubber—less in ordinary. Bead built into tyre for clincher rims. Get Firestones—seven times better! Let your garage man supply, get particulars from J. Hutchison and Co., Ltd., Wanganui and Wellington, agents for New Zealand. bbox=[425, 1261, 555, 1391]
subheadline: WAR COUNCIL GUIDED BY EXPERTS bbox=[295, 98, 411, 118]
masthead-title: THE TARANAKI DAILY NEWS, THURSDAY, MARCH 22, 1917. bbox=[341, 11, 773, 26]
paragraph: Dutch official statistics show a great increase in food exports to Germany in 1916 compared with 1913. The export of cheese was nearly five-fold and eggs, meat and butter doubled. Exports of meat to England shrank to one-sixth, butter and cheese to one-third, and the export of eggs almost ceased. The case of potatoes was similar. Germany in 1916 imported three-quarters of the 1913 tonnage. bbox=[10, 604, 144, 691]
dateline: New York, March 20. bbox=[630, 299, 695, 309]
dateline: Received March 22, 12.35 a.m. bbox=[460, 935, 555, 945]
headline: VICTIM OF THE I.W.W. bbox=[856, 853, 952, 864]
headline: ENEMY REFUSING BATTLE. bbox=[562, 457, 695, 487]
paragraph: President Wilson has rejected Carranza's suggestion to place an embargo on war shipments to the Allies, but has intercepted his suggestion for the co-operation of neutrals as a means of ending the war. bbox=[839, 248, 969, 292]
headline: COMMISSIONERS' OBITER DICTUM bbox=[296, 911, 410, 932]
advertisement-headline: BETTER IN SEVEN PLACES—FIRESTONE TYRES! bbox=[427, 1239, 553, 1260]
dateline: Received March 21, 9.15 p.m. bbox=[1016, 507, 1107, 517]
paragraph: The four-year-old son of Mr. George Baker, of Mimi, ran in front of the mill motorcar as it was passing his parents' house on Tuesday, and was killed instantly. From reports received no blame was attachable to the driver. An inquest will be held to-day. bbox=[839, 1208, 969, 1269]
paragraph: His Honor reminded Mr. London that he had allowed him a good deal of latitude, and the time of the jury and the public was being wasted. If the trial was to be finished this year, the court would not permit the introduction of irrelevant matters. The trial is likely to be prolonged. bbox=[702, 1180, 832, 1241]
paragraph: The trial of the natives on charges of perjury in connection with Rua's trial was continued this afternoon at the Supreme Court, before Mr. Justice Hosking. Mr. Selwyn Mays appeared for the Crown, and Mr. J. B. London for the prisoner Tuhu Hinewengo, who was arraigned on a charge of perjury by swearing to the effect that a Maungapohatu, on April 2, 1916, at the place where Pukepuke Kanara picked up a gun, Constable Skinner was not there and had gone up the Ruatoro track before Pukepuke Kanara had picked up the gun. Prisoner pleaded not guilty. bbox=[702, 976, 832, 1098]
subheadline: OPERATIONS SAVED POSITION IN CAUCASUS. bbox=[299, 121, 407, 141]
column-mother-country bbox=[284, 34, 421, 1564]
dateline: Athens, March 20. bbox=[88, 1109, 144, 1119]
dateline: Amsterdam, March 21. bbox=[214, 709, 284, 719]
paragraph: Private messages from Constantinople indicate a panic. It is believed that a ministerial, perhaps even a dynastic, crisis is imminent. bbox=[10, 1071, 144, 1107]
paragraph: The French War Council consists of MM. Ribot, Painlevé, Thierry, Thomas, and Admiral Lacaze. bbox=[562, 427, 695, 454]
dateline: London, March 20. bbox=[226, 424, 284, 433]
dateline: New York, March 20. bbox=[79, 493, 144, 503]
paragraph: "I am quite content to leave the matter wherein they were confronted and handled to the judgment of history," added Mr. Asquith. "When the War Council reached the conclusion it formulated it in writing, read it aloud, and for greater certainty and security immediately circulated all the Departments concerned. The position of the experts was precisely as it always had been in the Committee of Imperial defence. They there gave the lay members the benefit of their advice." bbox=[288, 1035, 418, 1139]
paragraph: The remains of Mr. Bert. Rowe, son of the late Mr. C. D. Rowe, of Urenui, were found on Tuesday hanging from a tree in a gully near the township. Mr. Rowe, who was 26 years of age, had been missing since a fortnight before Christmas, but no cause is known for his death. An inquest will be held at Urenui to-day. bbox=[839, 1123, 969, 1193]
dateline: Berne, March 21. bbox=[779, 453, 832, 463]
headline: MEMBERS OF CABINET PLEDGED TO SECRECY. bbox=[853, 564, 955, 585]
paragraph: Without the evidence it was impossible for anyone to form an opinion on the justice of the conclusions of the report. They were now told that it was not in the national interest to publish the evidence. He therefore was bound to ask, in the name of common sense and common justice, why was not the same consideration put forward regarding the report itself? bbox=[288, 297, 418, 376]
subheadline: ANARCHY ELEMENTS MUST BE SUPPRESSED. bbox=[980, 75, 1103, 95]
advertisement-corns: Why endure them? Barraclough's Fenpadin has been curing Corns for twenty years. Try it—it, all chemists. Barraclough's Nervine stops Toothache. bbox=[839, 1284, 969, 1319]
advertisement-headline: CORNS! CORNS! CORNS! bbox=[851, 1272, 957, 1283]
dateline: London, March 20. bbox=[497, 1020, 555, 1030]
paragraph: This is the second time within a week that the Germans have abandoned an open boat containing women among a number of men. bbox=[151, 505, 284, 532]
subheadline: HUNS CARRY OFF YOUNG WOMEN. bbox=[711, 252, 823, 273]
paragraph: In the House of Commons Mr. Dillon, alluding to Mr. Bonar Law's reference to the possibility of a general election, said the Nationalists would not injure the prosecution of the war, but would welcome the extension of Parliament's life. If Mr. Bonar Law raised the anti-Irish feeling in England he would find the Irish also would be able to fight. Many things might happen that Mr. Bonar Law and his friends would not like. Mr. Dillon asked what was Kuhlmann, the Kaiser's master spy, doing in Ulster prior to the war. What about Kuhlmann's despatch to Berlin from Ulster, on receipt whereof the Kaiser determined upon war? An anti-Irish election would cause a disturbance throughout the Empire. The American Government would be hell loose. Ireland must settle the situation on its own responsibility. bbox=[425, 392, 555, 565]
headline-germans-forced-back: GERMANS FORCED BACK IN THE WEST bbox=[21, 122, 267, 158]
dateline: Sydney, March 21. bbox=[361, 1183, 418, 1193]
section-australia: AUSTRALIA. bbox=[288, 1142, 418, 1166]
paragraph: The Salvation Army hostel for soldiers' relatives visiting Featherston Camp was opened to-day by Colonel Adams (Camp Commandant). Commissioner Hodder, of the Salvation Army, presided. Mrs. Adams turned the key. The bugle band and Featherston brass band were in attendance, while representatives of every company in the camp, Reinforcements acted as a guard of honour. A large number of people representing the Wairarapa district were present. bbox=[151, 835, 284, 939]
section-united-states: UNITED STATES. bbox=[839, 34, 969, 58]
paragraph: James Wilson, serving a sentence for a murderous attack upon a warder at Tamworth gaol on the 22nd inst., pleaded guilty to the murder of Pappagoud, and was sentenced to death. Wilson blamed the I.W.W. for making a criminal of him. bbox=[839, 896, 969, 949]
paragraph: The Petrograd correspondent of the Morning Post considers it unlikely that there will be any radical change in the Russian constitution during the war. Probably it will remain under judicially correct forms until the Constituent Assembly can be established. This is impossible before victory, thus Russian soldiers and sailors know that they are fighting for something definite at home. The Germans doubtless feel the weight of Russia's new war spirit. bbox=[976, 108, 1107, 203]
subheadline: COMPENSATION TO TURKEY AND BULGARIA. bbox=[704, 419, 830, 440]
section-balkans: BALKANS. bbox=[702, 378, 832, 402]
paragraph: A German submarine abandoned a damaged open boat, containing his wife, and eight of the crew of the Swedish schooner Dag, which was sunk on March 13, 200 miles west of the Scillies. The victims were not allowed time to secure sufficient rations, and drifted for four days before they were picked up on the verge of starvation. bbox=[151, 434, 284, 504]
subheadline: A SUCCESSFUL RAID. bbox=[720, 68, 814, 78]
paragraph: The Press Bureau representatives in the United Kingdom, Dominions, and India attended the first meeting of the Imperial War Cabinet. The Secretary of State for the Colonies was present as a member of the Imperial War Cabinet, and spoke on behalf of the Crown Colonies. bbox=[425, 131, 555, 192]
headline-anglo-french-advance: ANGLO-FRENCH ADVANCE bbox=[52, 55, 236, 104]
headline: GENERAL NIEELLE'S RAPIDITY bbox=[562, 253, 695, 283]
dateline: Stockholm, March 20. bbox=[1039, 352, 1107, 362]
paragraph: The hostel contains 40 rooms, with all conveniences, and every room had been booked before the erection of the building, which was completed within four weeks of the driving of the first pile. Additional rooms or wharés are already being asked for, and 25 are now in course of erection. bbox=[151, 941, 284, 1002]
